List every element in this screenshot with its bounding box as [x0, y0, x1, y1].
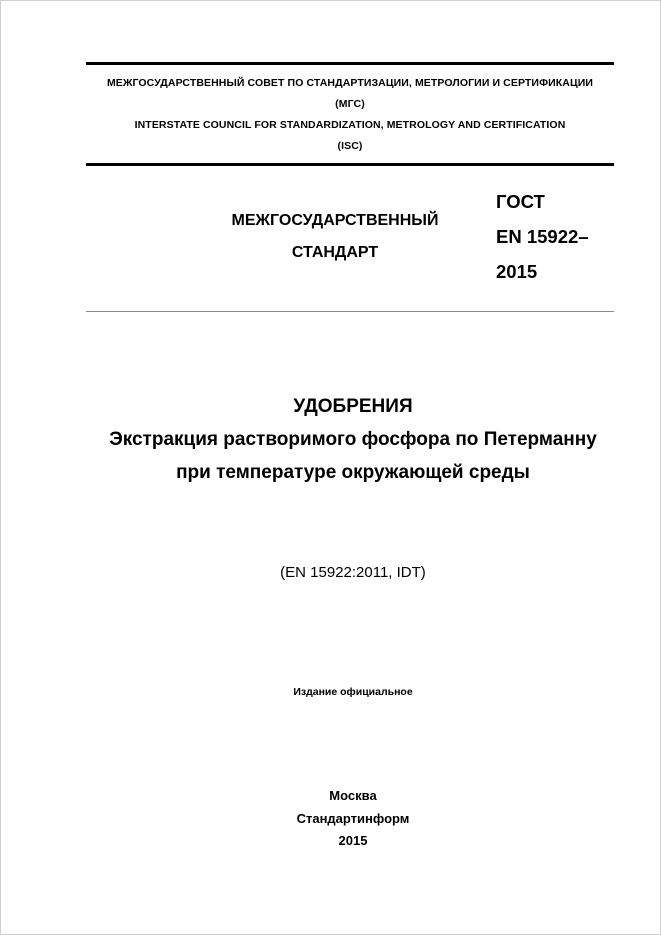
standard-type-line1: МЕЖГОСУДАРСТВЕННЫЙ — [231, 212, 439, 229]
bottom-rule — [86, 311, 614, 312]
standard-type-line2: СТАНДАРТ — [291, 244, 379, 261]
document-title — [40, 390, 661, 489]
standard-code-line3: 2015 — [496, 261, 538, 282]
imprint-city: Москва — [329, 788, 377, 803]
edition-note: Издание официальное — [293, 686, 413, 698]
council-header — [86, 73, 614, 157]
imprint — [40, 785, 661, 853]
council-name-en: INTERSTATE COUNCIL FOR STANDARDIZATION, METROLOGY AND CERTIFICATION — [134, 119, 566, 131]
top-rule — [86, 62, 614, 65]
standard-code — [496, 184, 589, 289]
council-abbr-ru: (МГС) — [335, 98, 365, 110]
standard-code-line2: EN 15922– — [496, 226, 589, 247]
title-subtitle-2: при температуре окружающей среды — [176, 462, 530, 483]
middle-rule — [86, 163, 614, 166]
standard-code-line1: ГОСТ — [496, 191, 545, 212]
council-abbr-en: (ISC) — [337, 140, 363, 152]
standard-type — [200, 205, 470, 269]
title-main: УДОБРЕНИЯ — [293, 396, 413, 417]
imprint-publisher: Стандартинформ — [296, 810, 410, 826]
council-name-ru: МЕЖГОСУДАРСТВЕННЫЙ СОВЕТ ПО СТАНДАРТИЗАЦИИ, МЕТРОЛОГИИ И СЕРТИФИКАЦИИ — [106, 77, 594, 89]
standard-reference: (EN 15922:2011, IDT) — [280, 564, 426, 581]
title-subtitle-1: Экстракция растворимого фосфора по Петерманну — [109, 429, 597, 450]
imprint-year: 2015 — [338, 833, 368, 848]
